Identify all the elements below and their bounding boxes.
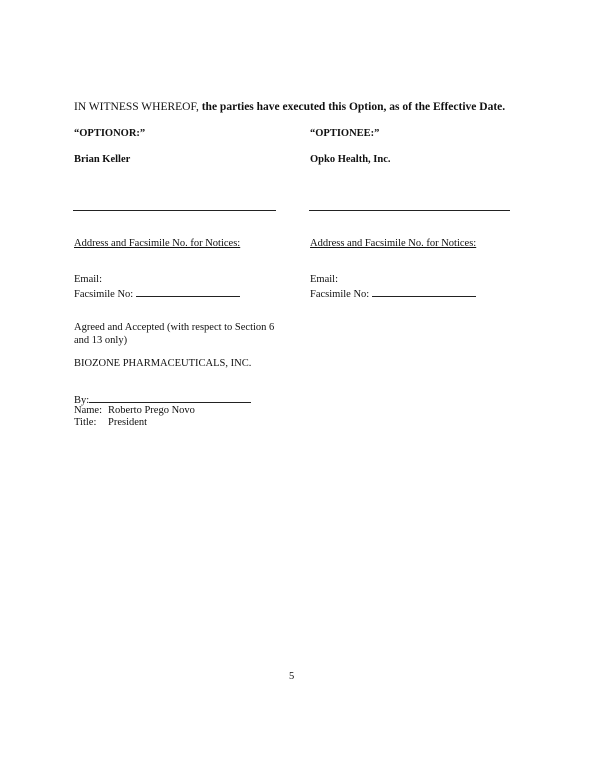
optionor-email-label: Email: bbox=[74, 274, 102, 285]
acceptance-line-1: Agreed and Accepted (with respect to Section 6 bbox=[74, 322, 275, 333]
optionee-signature-line[interactable] bbox=[309, 210, 510, 211]
title-label: Title: bbox=[74, 417, 97, 428]
acceptance-line-2: and 13 only) bbox=[74, 335, 128, 346]
optionee-fax-row bbox=[310, 287, 476, 300]
title-row bbox=[74, 417, 147, 428]
optionor-heading: “OPTIONOR:” bbox=[74, 128, 146, 139]
witness-rest: the parties have executed this Option, as of the Effective Date. bbox=[198, 101, 506, 113]
by-label: By: bbox=[74, 395, 90, 406]
optionee-email-label: Email: bbox=[310, 274, 338, 285]
by-signature-blank[interactable] bbox=[89, 393, 251, 403]
optionor-fax-blank[interactable] bbox=[136, 287, 240, 297]
name-row bbox=[74, 405, 195, 416]
company-name: BIOZONE PHARMACEUTICALS, INC. bbox=[74, 358, 252, 369]
optionee-address-label: Address and Facsimile No. for Notices: bbox=[310, 238, 477, 249]
optionee-name: Opko Health, Inc. bbox=[310, 154, 391, 165]
optionor-fax-label: Facsimile No: bbox=[74, 289, 134, 300]
optionor-fax-row bbox=[74, 287, 240, 300]
name-value: Roberto Prego Novo bbox=[108, 405, 195, 416]
witness-lead: IN WITNESS WHEREOF, bbox=[74, 101, 199, 113]
optionee-heading: “OPTIONEE:” bbox=[310, 128, 380, 139]
title-value: President bbox=[108, 417, 148, 428]
optionee-fax-label: Facsimile No: bbox=[310, 289, 370, 300]
name-label: Name: bbox=[74, 405, 102, 416]
optionor-name: Brian Keller bbox=[74, 154, 131, 165]
witness-clause bbox=[74, 101, 505, 113]
page-number: 5 bbox=[289, 671, 295, 682]
optionee-fax-blank[interactable] bbox=[372, 287, 476, 297]
optionor-address-label: Address and Facsimile No. for Notices: bbox=[74, 238, 241, 249]
optionor-signature-line[interactable] bbox=[73, 210, 276, 211]
